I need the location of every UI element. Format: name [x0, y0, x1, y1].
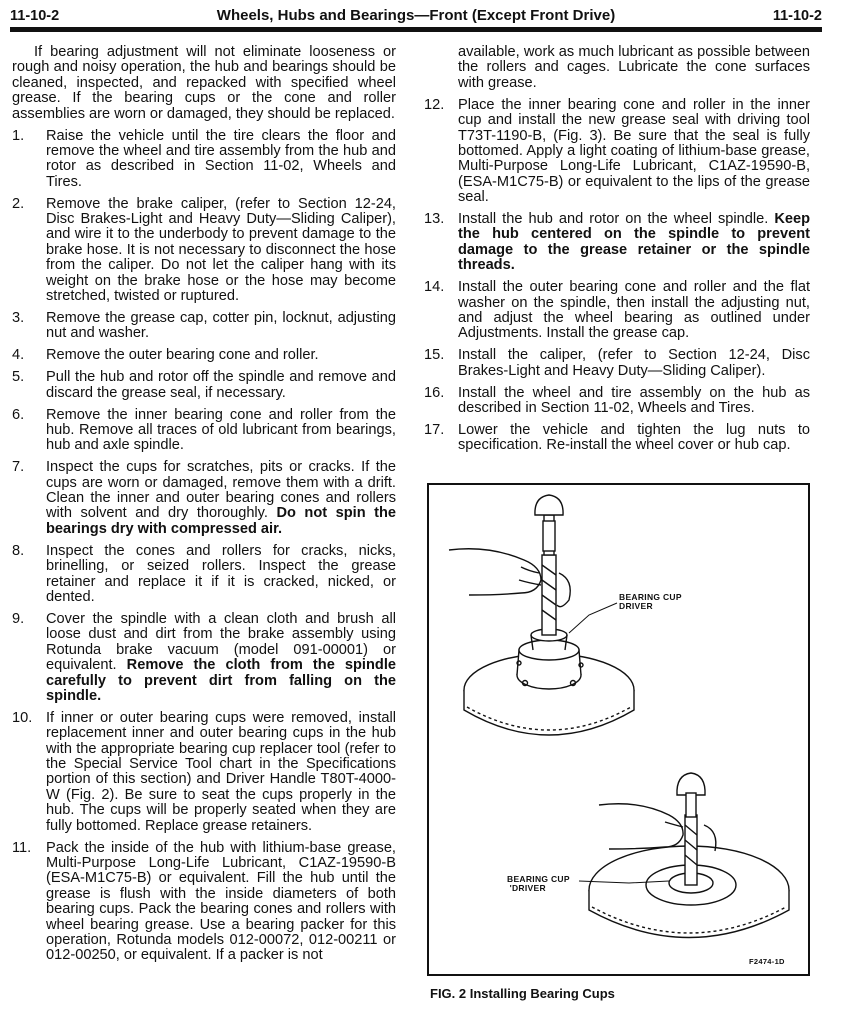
- step-text-body: Pull the hub and rotor off the spindle and remove and discard the grease seal, if necessary.: [46, 369, 396, 401]
- page-number-right: 11-10-2: [772, 8, 822, 24]
- step-item: [424, 280, 810, 342]
- label-bearing-cup-driver-bottom: [507, 875, 570, 893]
- step-text: [46, 197, 396, 305]
- step-text: [46, 370, 396, 401]
- step-text: [46, 544, 396, 606]
- step-text-body: Inspect the cups for scratches, pits or cracks. If the cups are worn or damaged, remove them with a drift. Clean the inner and outer bearing cones and rollers with solvent and dry thoroughly.: [46, 459, 396, 522]
- step-text: [458, 386, 810, 417]
- step-text-body: Remove the grease cap, cotter pin, locknut, adjusting nut and washer.: [46, 310, 396, 342]
- step-warning: Keep the hub centered on the spindle to prevent damage to the grease retainer or the spindle threads.: [458, 211, 810, 274]
- step-text: [46, 348, 396, 363]
- step-number: 3.: [12, 310, 25, 326]
- step-text-body: Install the hub and rotor on the wheel spindle.: [458, 211, 769, 228]
- step-number: 15.: [424, 347, 445, 364]
- step-text-body: If inner or outer bearing cups were removed, install replacement inner and outer bearing cups in the hub with the appropriate bearing cup replacer tool (refer to the Special Service Tool chart in the Specifications portion of this section) and Driver Handle T80T-4000-W (Fig. 2). Be sure to seat the cups properly in the hub. The cups will be properly seated when they are fully bottomed. Replace grease retainers.: [46, 709, 396, 834]
- step-text-body: Install the caliper, (refer to Section 12-24, Disc Brakes-Light and Heavy Duty—Sliding Caliper).: [458, 347, 810, 379]
- step-item: [12, 129, 396, 191]
- page-title: Wheels, Hubs and Bearings—Front (Except Front Drive): [216, 7, 616, 24]
- step-item: [424, 386, 810, 417]
- step-item: [12, 460, 396, 537]
- step-number: 12.: [424, 96, 445, 113]
- step-text-body: Cover the spindle with a clean cloth and brush all loose dust and dirt from the brake assembly using Rotunda brake vacuum (model 091-00001) or equivalent.: [46, 610, 396, 674]
- step-number: 2.: [12, 195, 25, 212]
- step-warning: Do not spin the bearings dry with compressed air.: [46, 505, 397, 537]
- step-text: [46, 460, 396, 537]
- step-text: [458, 280, 810, 342]
- step-text-body: Pack the inside of the hub with lithium-base grease, Multi-Purpose Long-Life Lubricant, C1AZ-19590-B (ESA-M1C75-B) or equivalent. Fill the hub until the grease is flush with the inside diameters of both bearing cups. Pack the bearing cones and rollers with wheel bearing grease. Use a bearing packer for this operation, Rotunda models 012-00072, 012-00211 or 012-00250, or equivalent. If a packer is not: [46, 839, 396, 964]
- lower-rotor-drawing: [589, 773, 789, 938]
- step-number: 8.: [12, 542, 25, 559]
- step-text: [46, 311, 396, 342]
- step-item: [12, 612, 396, 704]
- step-text: [46, 129, 396, 191]
- step-item: [12, 711, 396, 834]
- step-text-body: Inspect the cones and rollers for cracks, nicks, brinelling, or seized rollers. Inspect the grease retainer and replace it if it is cracked, nicked, or dented.: [46, 542, 396, 605]
- step-item: [424, 212, 810, 274]
- step-text: [458, 423, 810, 454]
- label-bottom-line2: 'DRIVER: [507, 883, 546, 893]
- step-item: [424, 423, 810, 454]
- page-header: [10, 6, 822, 26]
- step-item: [12, 197, 396, 305]
- step-text-body: Remove the outer bearing cone and roller.: [46, 347, 319, 364]
- step-text-body: Remove the inner bearing cone and roller from the hub. Remove all traces of old lubricant from bearings, hub and axle spindle.: [46, 406, 396, 454]
- step-number: 6.: [12, 406, 25, 423]
- step-number: 5.: [12, 369, 25, 386]
- step-text-body: Raise the vehicle until the tire clears the floor and remove the wheel and tire assembly from the hub and rotor as described in Section 11-02, Wheels and Tires.: [46, 127, 396, 190]
- step-text: [458, 212, 810, 274]
- step-text: [46, 612, 396, 704]
- step-number: 17.: [424, 421, 445, 438]
- step-text: [458, 348, 810, 379]
- step-number: 9.: [12, 610, 25, 627]
- step-item: [12, 311, 396, 342]
- step-warning: Remove the cloth from the spindle carefully to prevent dirt from falling on the spindle.: [46, 657, 396, 704]
- step-number: 10.: [12, 709, 33, 726]
- step-text-body: Lower the vehicle and tighten the lug nuts to specification. Re-install the wheel cover or hub cap.: [458, 421, 810, 454]
- step-item: [12, 408, 396, 454]
- step-text-body: Install the outer bearing cone and roller and the flat washer on the spindle, then install the adjusting nut, and adjust the wheel bearing as outlined under Adjustments. Install the grease cap.: [458, 279, 810, 342]
- figure-code: F2474-1D: [749, 957, 785, 966]
- step-item: [12, 841, 396, 964]
- step-text: [458, 98, 810, 206]
- figure-2: [427, 483, 810, 976]
- step-item: [12, 544, 396, 606]
- step-text: [46, 408, 396, 454]
- step-item: [12, 370, 396, 401]
- bearing-cup-illustration: [429, 485, 808, 974]
- step-text: [46, 711, 396, 834]
- step-number: 13.: [424, 211, 445, 228]
- label-bearing-cup-driver-top: [619, 593, 682, 611]
- figure-caption: FIG. 2 Installing Bearing Cups: [430, 986, 615, 1001]
- step-text-body: Place the inner bearing cone and roller in the inner cup and install the new grease seal with driving tool T73T-1190-B, (Fig. 3). Be sure that the seal is fully bottomed. Apply a light coating of lithium-base grease, Multi-Purpose Long-Life Lubricant, C1AZ-19590-B, (ESA-M1C75-B) or equivalent to the lips of the grease seal.: [458, 96, 810, 206]
- upper-rotor-drawing: [449, 495, 634, 735]
- step-text-body: Remove the brake caliper, (refer to Section 12-24, Disc Brakes-Light and Heavy Duty—Sliding Caliper), and wire it to the underbody to prevent damage to the brake hose. It is not necessary to disconnect the hose from the caliper. Do not let the caliper hang with its weight on the brake hose or the hose may become stretched, twisted or ruptured.: [46, 195, 396, 305]
- steps-list-right: [424, 98, 810, 454]
- label-bottom-line1: BEARING CUP: [507, 874, 570, 884]
- step-number: 7.: [12, 459, 25, 476]
- step-number: 1.: [12, 127, 25, 144]
- step-number: 11.: [12, 839, 32, 856]
- step-number: 4.: [12, 347, 25, 364]
- right-column: [424, 45, 810, 454]
- step-item: [12, 348, 396, 363]
- steps-list-left: [12, 129, 396, 964]
- header-rule: [10, 27, 822, 32]
- step-item: [424, 348, 810, 379]
- step-item: [424, 98, 810, 206]
- label-top-line2: DRIVER: [619, 601, 653, 611]
- left-column: [12, 45, 396, 964]
- step-text: [46, 841, 396, 964]
- page-number-left: 11-10-2: [10, 8, 60, 24]
- step-text-body: Install the wheel and tire assembly on the hub as described in Section 11-02, Wheels and Tires.: [458, 384, 810, 417]
- step-11-continued: available, work as much lubricant as possible between the rollers and cages. Lubricate the cone surfaces with grease.: [458, 44, 810, 91]
- label-top-line1: BEARING CUP: [619, 592, 682, 602]
- step-number: 16.: [424, 384, 445, 401]
- step-number: 14.: [424, 279, 445, 296]
- intro-paragraph: If bearing adjustment will not eliminate looseness or rough and noisy operation, the hub and bearings should be cleaned, inspected, and repacked with specified wheel grease. If the bearing cups or the cone and roller assemblies are worn or damaged, they should be replaced.: [12, 44, 396, 122]
